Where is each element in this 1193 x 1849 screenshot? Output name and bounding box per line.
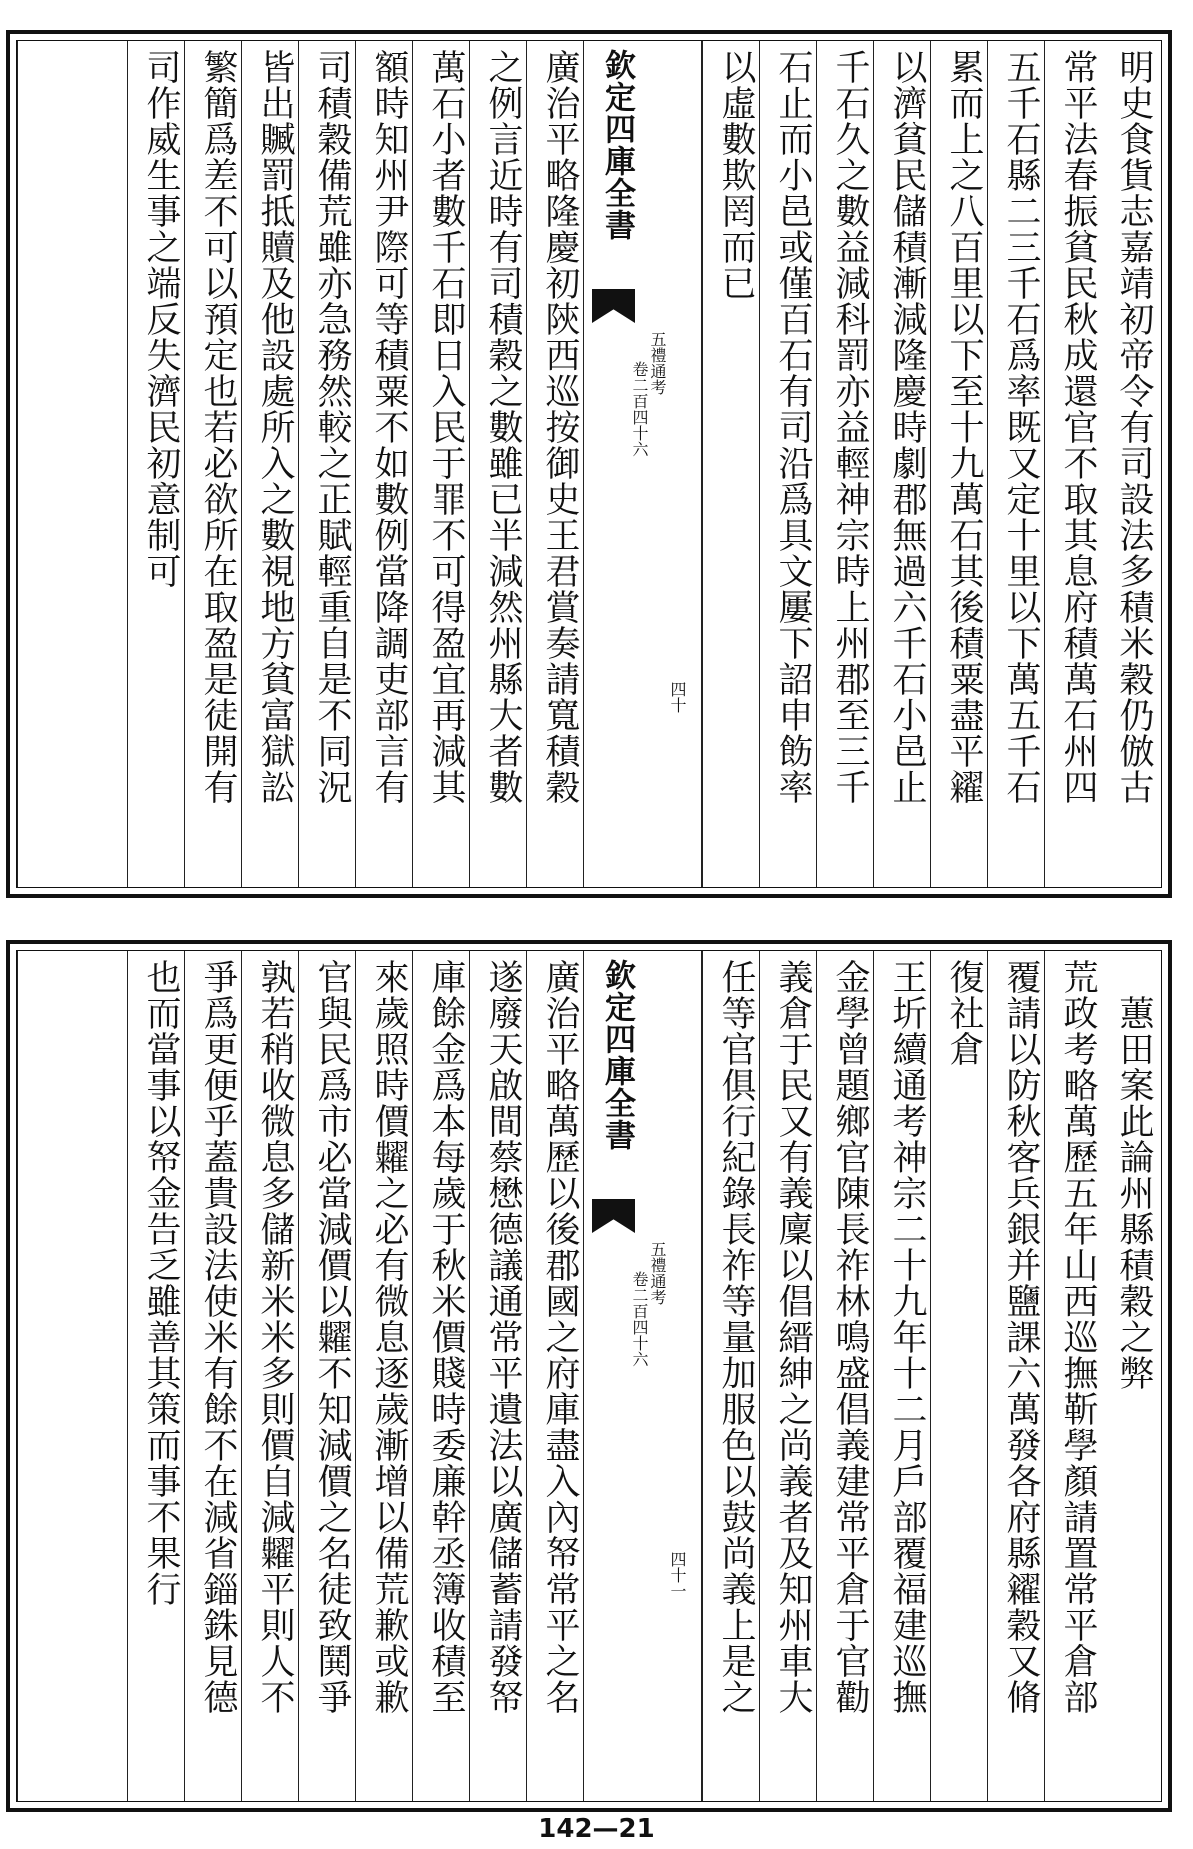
- text-column: [184, 951, 241, 1801]
- column-text: 覆請以防秋客兵銀并鹽課六萬發各府縣糴穀又脩: [1001, 959, 1041, 1715]
- text-column: [241, 951, 298, 1801]
- column-text: 萬石小者數千石即日入民于罪不可得盈宜再減其: [426, 49, 466, 805]
- column-text: 來歲照時價糶之必有微息逐歲漸增以備荒歉或歉: [369, 959, 409, 1715]
- text-column: [526, 951, 583, 1801]
- text-column: [702, 951, 759, 1801]
- blank-column: [17, 41, 127, 887]
- gutter-volume: 卷二百四十六: [630, 361, 649, 457]
- text-column: [816, 951, 873, 1801]
- column-text: 明史食貨志嘉靖初帝令有司設法多積米穀仍倣古: [1114, 49, 1154, 805]
- column-text: 廣治平略萬歷以後郡國之府庫盡入內帑常平之名: [540, 959, 580, 1715]
- gutter-book-title: 五禮通考: [648, 1241, 667, 1305]
- text-column: [987, 951, 1044, 1801]
- center-gutter: [583, 951, 702, 1801]
- top-page: [6, 30, 1172, 898]
- text-column: [355, 41, 412, 887]
- column-text: 遂廢天啟間蔡懋德議通常平遺法以廣儲蓄請發帑: [483, 959, 523, 1715]
- column-text: 五千石縣二三千石爲率既又定十里以下萬五千石: [1001, 49, 1041, 805]
- column-text: 官與民爲市必當減價以糶不知減價之名徒致鬨爭: [312, 959, 352, 1715]
- gutter-title: 欽定四庫全書: [599, 49, 635, 241]
- text-column: [412, 41, 469, 887]
- column-text: 義倉于民又有義廩以倡縉紳之尚義者及知州車大: [773, 959, 813, 1715]
- text-column: [1100, 951, 1157, 1801]
- text-column: [816, 41, 873, 887]
- column-text: 復社倉: [944, 959, 984, 1067]
- text-column: [1044, 41, 1101, 887]
- column-text: 千石久之數益減科罰亦益輕神宗時上州郡至三千: [830, 49, 870, 805]
- column-text: 王圻續通考神宗二十九年十二月戶部覆福建巡撫: [887, 959, 927, 1715]
- column-text: 累而上之八百里以下至十九萬石其後積粟盡平糴: [944, 49, 984, 805]
- text-column: [526, 41, 583, 887]
- text-column: [469, 951, 526, 1801]
- text-column: [241, 41, 298, 887]
- column-text: 也而當事以帑金告乏雖善其策而事不果行: [141, 959, 181, 1607]
- column-text: 爭爲更便乎蓋貴設法使米有餘不在減省錙銖見德: [198, 959, 238, 1715]
- bottom-page-frame: [16, 950, 1162, 1802]
- gutter-volume: 卷二百四十六: [630, 1271, 649, 1367]
- page-footer-number: 142—21: [538, 1814, 655, 1844]
- text-column: [1044, 951, 1101, 1801]
- column-text: 繁簡爲差不可以預定也若必欲所在取盈是徒開有: [198, 49, 238, 805]
- text-column: [873, 951, 930, 1801]
- text-column: [759, 41, 816, 887]
- text-column: [1100, 41, 1157, 887]
- column-text: 之例言近時有司積穀之數雖已半減然州縣大者數: [483, 49, 523, 805]
- text-column: [930, 951, 987, 1801]
- gutter-book-title: 五禮通考: [648, 331, 667, 395]
- center-gutter: [583, 41, 702, 887]
- column-text: 司作威生事之端反失濟民初意制可: [141, 49, 181, 589]
- column-text: 庫餘金爲本每歲于秋米價賤時委廉幹丞簿收積至: [426, 959, 466, 1715]
- column-text: 皆出贓罰抵贖及他設處所入之數視地方貧富獄訟: [255, 49, 295, 805]
- column-text: 金學曾題鄉官陳長祚林鳴盛倡義建常平倉于官勸: [830, 959, 870, 1715]
- column-text: 以虛數欺罔而已: [716, 49, 756, 301]
- fishtail-mark: [592, 1199, 635, 1233]
- text-column: [355, 951, 412, 1801]
- text-column: [987, 41, 1044, 887]
- top-page-frame: [16, 40, 1162, 888]
- gutter-page-number: 四十一: [668, 1551, 687, 1599]
- blank-column: [17, 951, 127, 1801]
- text-column: [127, 41, 184, 887]
- gutter-page-number: 四十: [668, 681, 687, 713]
- text-column: [469, 41, 526, 887]
- column-text: 石止而小邑或僅百石有司沿爲具文屢下詔申飭率: [773, 49, 813, 805]
- text-column: [702, 41, 759, 887]
- column-text: 荒政考略萬歷五年山西巡撫靳學顏請置常平倉部: [1058, 959, 1098, 1715]
- column-text: 孰若稍收微息多儲新米米多則價自減糶平則人不: [255, 959, 295, 1715]
- text-column: [873, 41, 930, 887]
- column-text: 常平法春振貧民秋成還官不取其息府積萬石州四: [1058, 49, 1098, 805]
- gutter-title: 欽定四庫全書: [599, 959, 635, 1151]
- text-column: [298, 41, 355, 887]
- text-column: [184, 41, 241, 887]
- column-text: 任等官俱行紀錄長祚等量加服色以鼓尚義上是之: [716, 959, 756, 1715]
- column-text: 以濟貧民儲積漸減隆慶時劇郡無過六千石小邑止: [887, 49, 927, 805]
- text-column: [298, 951, 355, 1801]
- text-column: [930, 41, 987, 887]
- bottom-page: [6, 940, 1172, 1812]
- fishtail-mark: [592, 289, 635, 323]
- column-text: 廣治平略隆慶初陝西巡按御史王君賞奏請寬積穀: [540, 49, 580, 805]
- text-column: [759, 951, 816, 1801]
- text-column: [412, 951, 469, 1801]
- column-text: 額時知州尹際可等積粟不如數例當降調吏部言有: [369, 49, 409, 805]
- column-text: 司積穀備荒雖亦急務然較之正賦輕重自是不同況: [312, 49, 352, 805]
- column-text: 蕙田案此論州縣積穀之弊: [1114, 959, 1154, 1391]
- text-column: [127, 951, 184, 1801]
